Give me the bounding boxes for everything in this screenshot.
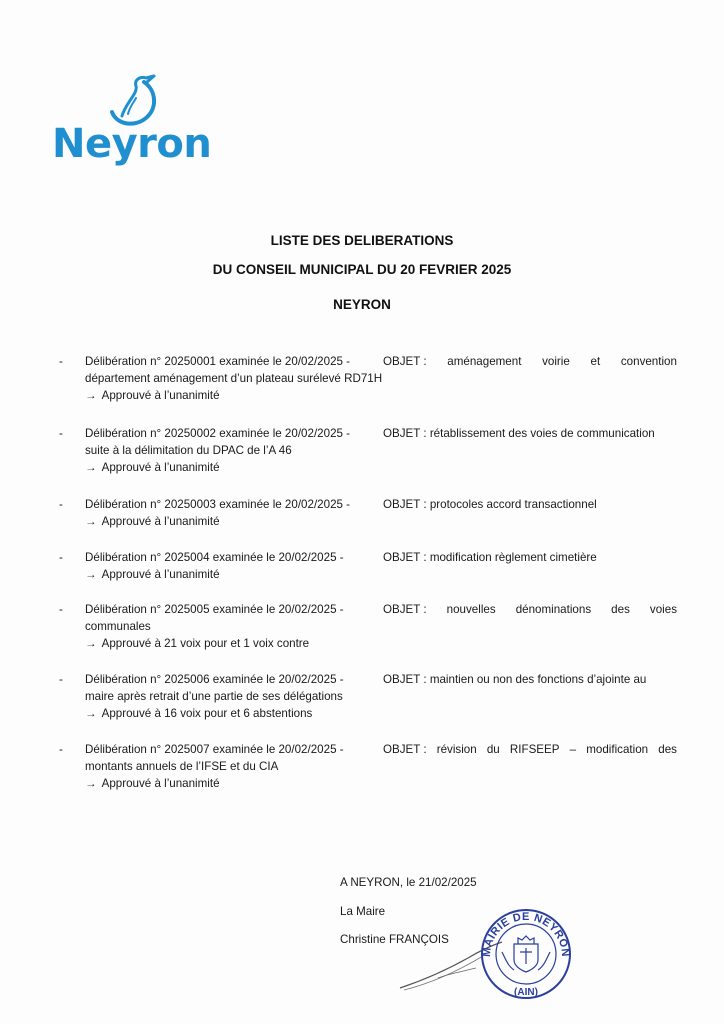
deliberation-objet: OBJET : protocoles accord transactionnel	[383, 498, 597, 511]
objet-word: aménagement	[447, 355, 522, 368]
result-text: Approuvé à 21 voix pour et 1 voix contre	[101, 637, 310, 650]
list-bullet: -	[59, 743, 63, 756]
arrow-icon: →	[85, 637, 97, 650]
deliberation-objet	[383, 353, 677, 370]
list-bullet: -	[59, 603, 63, 616]
objet-word: OBJET :	[383, 355, 427, 368]
arrow-icon: →	[85, 389, 97, 402]
deliberation-continuation: montants annuels de l’IFSE et du CIA	[85, 760, 279, 773]
deliberation-objet	[383, 741, 677, 758]
objet-word: voies	[649, 603, 677, 616]
deliberation-result	[85, 705, 312, 722]
deliberation-heading: Délibération n° 2025006 examinée le 20/02/2025 -	[85, 673, 344, 686]
deliberation-result	[85, 635, 309, 652]
deliberation-result	[85, 387, 220, 404]
list-bullet: -	[59, 551, 63, 564]
objet-word: des	[658, 743, 677, 756]
objet-word: des	[611, 603, 630, 616]
stamp-text-bottom: (AIN)	[514, 987, 538, 998]
official-stamp	[476, 904, 576, 1000]
deliberation-objet: OBJET : rétablissement des voies de communication	[383, 427, 655, 440]
document-title: LISTE DES DELIBERATIONS	[270, 233, 454, 248]
objet-word: révision	[436, 743, 477, 756]
objet-word: modification	[586, 743, 649, 756]
objet-word: convention	[620, 355, 677, 368]
result-text: Approuvé à 16 voix pour et 6 abstentions	[101, 707, 313, 720]
signature-name: Christine FRANÇOIS	[340, 933, 449, 946]
objet-word: et	[590, 355, 601, 368]
deliberation-continuation: département aménagement d’un plateau surélevé RD71H	[85, 372, 383, 385]
deliberation-result	[85, 513, 220, 530]
brand-name: Neyron	[52, 121, 212, 167]
commune-name: NEYRON	[333, 297, 391, 312]
result-text: Approuvé à l’unanimité	[101, 515, 220, 528]
objet-word: voirie	[542, 355, 570, 368]
result-text: Approuvé à l’unanimité	[101, 568, 220, 581]
deliberation-result	[85, 566, 220, 583]
deliberation-heading: Délibération n° 2025007 examinée le 20/02/2025 -	[85, 743, 344, 756]
objet-word: dénominations	[515, 603, 592, 616]
deliberation-continuation: communales	[85, 620, 151, 633]
deliberation-continuation: suite à la délimitation du DPAC de l’A 46	[85, 444, 292, 457]
arrow-icon: →	[85, 777, 97, 790]
deliberation-result	[85, 775, 220, 792]
objet-word: OBJET :	[383, 743, 427, 756]
signature-place-date: A NEYRON, le 21/02/2025	[340, 876, 477, 889]
list-bullet: -	[59, 673, 63, 686]
deliberation-heading: Délibération n° 20250002 examinée le 20/02/2025 -	[85, 427, 351, 440]
arrow-icon: →	[85, 515, 97, 528]
objet-word: du	[486, 743, 500, 756]
deliberation-objet	[383, 601, 677, 618]
stamp-emblem	[502, 936, 550, 972]
objet-word: OBJET :	[383, 603, 427, 616]
deliberation-heading: Délibération n° 20250003 examinée le 20/02/2025 -	[85, 498, 351, 511]
arrow-icon: →	[85, 568, 97, 581]
result-text: Approuvé à l’unanimité	[101, 777, 220, 790]
objet-word: RIFSEEP	[509, 743, 560, 756]
deliberation-heading: Délibération n° 20250001 examinée le 20/02/2025 -	[85, 355, 351, 368]
deliberation-objet: OBJET : maintien ou non des fonctions d’ajointe au	[383, 673, 647, 686]
deliberation-heading: Délibération n° 2025005 examinée le 20/02/2025 -	[85, 603, 344, 616]
list-bullet: -	[59, 498, 63, 511]
result-text: Approuvé à l’unanimité	[101, 461, 220, 474]
neyron-logo	[52, 72, 212, 182]
document-subtitle: DU CONSEIL MUNICIPAL DU 20 FEVRIER 2025	[212, 262, 512, 277]
list-bullet: -	[59, 427, 63, 440]
deliberation-heading: Délibération n° 2025004 examinée le 20/02/2025 -	[85, 551, 344, 564]
deliberation-continuation: maire après retrait d’une partie de ses délégations	[85, 690, 343, 703]
list-bullet: -	[59, 355, 63, 368]
deliberation-result	[85, 459, 220, 476]
result-text: Approuvé à l’unanimité	[101, 389, 220, 402]
arrow-icon: →	[85, 461, 97, 474]
signature-role: La Maire	[340, 905, 386, 918]
arrow-icon: →	[85, 707, 97, 720]
objet-word: nouvelles	[446, 603, 496, 616]
deliberation-objet: OBJET : modification règlement cimetière	[383, 551, 597, 564]
objet-word: –	[569, 743, 577, 756]
stamp-text-top: MAIRIE DE NEYRON	[480, 910, 572, 958]
